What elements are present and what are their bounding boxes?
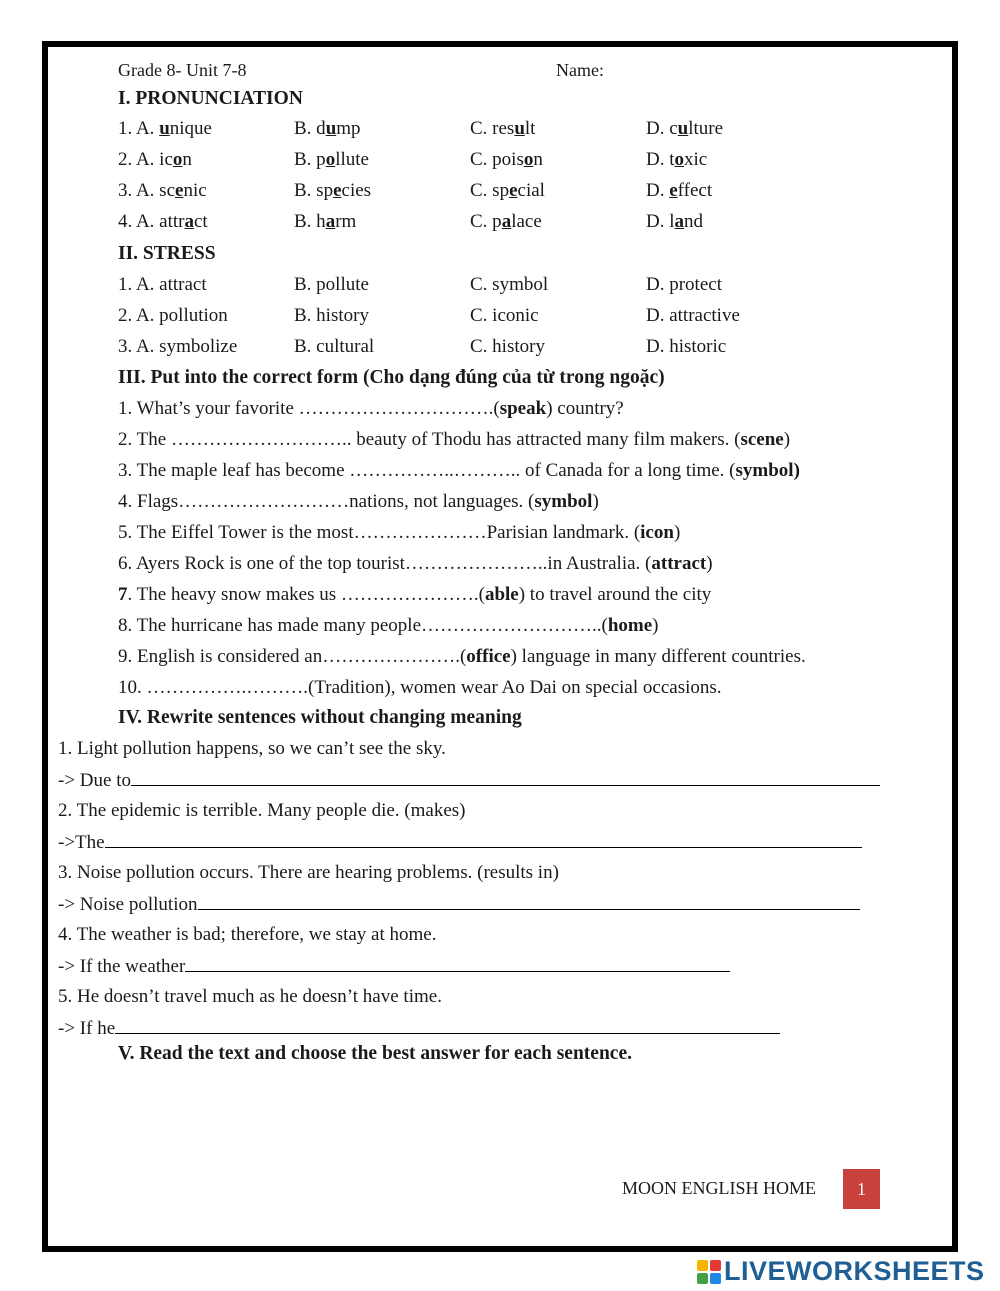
pronunciation-option: D. effect — [646, 180, 713, 201]
pronunciation-option: C. special — [470, 180, 545, 201]
stress-option: C. symbol — [470, 274, 549, 295]
underlined-letter: e — [175, 180, 184, 201]
word-form-item: 3. The maple leaf has become ……………..……….. of Canada for a long time. (symbol) — [118, 460, 800, 481]
given-word: icon — [640, 522, 674, 543]
rewrite-answer-line: -> If the weather — [58, 954, 730, 979]
word-form-item: 8. The hurricane has made many people………………………..(home) — [118, 615, 659, 636]
reading-heading: V. Read the text and choose the best answer for each sentence. — [118, 1043, 632, 1064]
underlined-letter: e — [509, 180, 518, 201]
answer-blank[interactable] — [131, 768, 880, 786]
pronunciation-option: D. toxic — [646, 149, 708, 170]
pronunciation-option: 4. A. attract — [118, 211, 208, 232]
stress-option: C. history — [470, 336, 545, 357]
underlined-letter: o — [523, 149, 534, 170]
given-word: home — [607, 615, 653, 636]
underlined-letter: o — [674, 149, 684, 170]
underlined-letter: u — [159, 118, 170, 139]
page-number: 1 — [843, 1169, 880, 1209]
answer-blank[interactable] — [198, 892, 860, 910]
pronunciation-option: C. poison — [470, 149, 543, 170]
stress-option: D. historic — [646, 336, 727, 357]
footer-brand: MOON ENGLISH HOME — [622, 1178, 816, 1198]
underlined-letter: e — [669, 180, 678, 201]
underlined-letter: o — [172, 149, 183, 170]
word-form-item: 2. The ……………………….. beauty of Thodu has attracted many film makers. (scene) — [118, 429, 791, 450]
word-form-item: 6. Ayers Rock is one of the top tourist…………………..in Australia. (attract) — [118, 553, 713, 574]
pronunciation-option: C. palace — [470, 211, 542, 232]
given-word: symbol — [534, 491, 593, 512]
underlined-letter: a — [674, 211, 684, 232]
stress-option: C. iconic — [470, 305, 539, 326]
pronunciation-option: C. result — [470, 118, 536, 139]
word-form-item: 4. Flags………………………nations, not languages. (symbol) — [118, 491, 599, 512]
given-word: attract — [651, 553, 707, 574]
pronunciation-option: 1. A. unique — [118, 118, 212, 139]
underlined-letter: e — [333, 180, 342, 201]
given-word: symbol) — [735, 460, 800, 481]
word-form-item: 9. English is considered an………………….(office) language in many different countries. — [118, 646, 806, 667]
word-form-heading: III. Put into the correct form (Cho dạng đúng của từ trong ngoặc) — [118, 367, 665, 388]
liveworksheets-logo — [697, 1256, 985, 1287]
name-label: Name: — [556, 60, 604, 80]
rewrite-answer-line: -> Due to — [58, 768, 880, 793]
rewrite-answer-line: -> If he — [58, 1016, 780, 1041]
rewrite-question: 1. Light pollution happens, so we can’t see the sky. — [58, 738, 446, 759]
rewrite-question: 5. He doesn’t travel much as he doesn’t have time. — [58, 986, 442, 1007]
pronunciation-option: B. harm — [294, 211, 357, 232]
underlined-letter: a — [184, 211, 194, 232]
rewrite-heading: IV. Rewrite sentences without changing meaning — [118, 707, 522, 728]
stress-option: B. cultural — [294, 336, 375, 357]
pronunciation-option: D. land — [646, 211, 703, 232]
pronunciation-option: B. dump — [294, 118, 361, 139]
stress-heading: II. STRESS — [118, 243, 216, 264]
answer-blank[interactable] — [105, 830, 862, 848]
underlined-letter: o — [325, 149, 336, 170]
pronunciation-heading: I. PRONUNCIATION — [118, 88, 303, 109]
stress-option: 3. A. symbolize — [118, 336, 238, 357]
rewrite-answer-line: ->The — [58, 830, 862, 855]
rewrite-answer-line: -> Noise pollution — [58, 892, 860, 917]
logo-blocks-icon — [697, 1260, 721, 1284]
given-word: speak — [499, 398, 547, 419]
stress-option: 1. A. attract — [118, 274, 207, 295]
word-form-item: 5. The Eiffel Tower is the most…………………Parisian landmark. (icon) — [118, 522, 681, 543]
given-word: scene — [740, 429, 784, 450]
stress-option: D. attractive — [646, 305, 740, 326]
rewrite-question: 4. The weather is bad; therefore, we stay at home. — [58, 924, 437, 945]
given-word: office — [466, 646, 511, 667]
stress-option: B. history — [294, 305, 369, 326]
pronunciation-option: B. pollute — [294, 149, 369, 170]
stress-option: 2. A. pollution — [118, 305, 228, 326]
underlined-letter: u — [677, 118, 689, 139]
underlined-letter: a — [501, 211, 512, 232]
logo-text: LIVEWORKSHEETS — [724, 1256, 985, 1286]
pronunciation-option: B. species — [294, 180, 372, 201]
word-form-item: 1. What’s your favorite ………………………….(speak) country? — [118, 398, 624, 419]
stress-option: B. pollute — [294, 274, 369, 295]
rewrite-question: 2. The epidemic is terrible. Many people die. (makes) — [58, 800, 466, 821]
pronunciation-option: D. culture — [646, 118, 724, 139]
underlined-letter: u — [514, 118, 525, 139]
pronunciation-option: 2. A. icon — [118, 149, 192, 170]
word-form-item: 10. …………….……….(Tradition), women wear Ao Dai on special occasions. — [118, 677, 722, 698]
rewrite-question: 3. Noise pollution occurs. There are hearing problems. (results in) — [58, 862, 559, 883]
word-form-item: 7. The heavy snow makes us ………………….(able) to travel around the city — [118, 584, 712, 605]
underlined-letter: a — [325, 211, 336, 232]
underlined-letter: u — [325, 118, 337, 139]
pronunciation-option: 3. A. scenic — [118, 180, 207, 201]
answer-blank[interactable] — [115, 1016, 780, 1034]
stress-option: D. protect — [646, 274, 722, 295]
answer-blank[interactable] — [185, 954, 730, 972]
grade-unit-label: Grade 8- Unit 7-8 — [118, 60, 247, 80]
